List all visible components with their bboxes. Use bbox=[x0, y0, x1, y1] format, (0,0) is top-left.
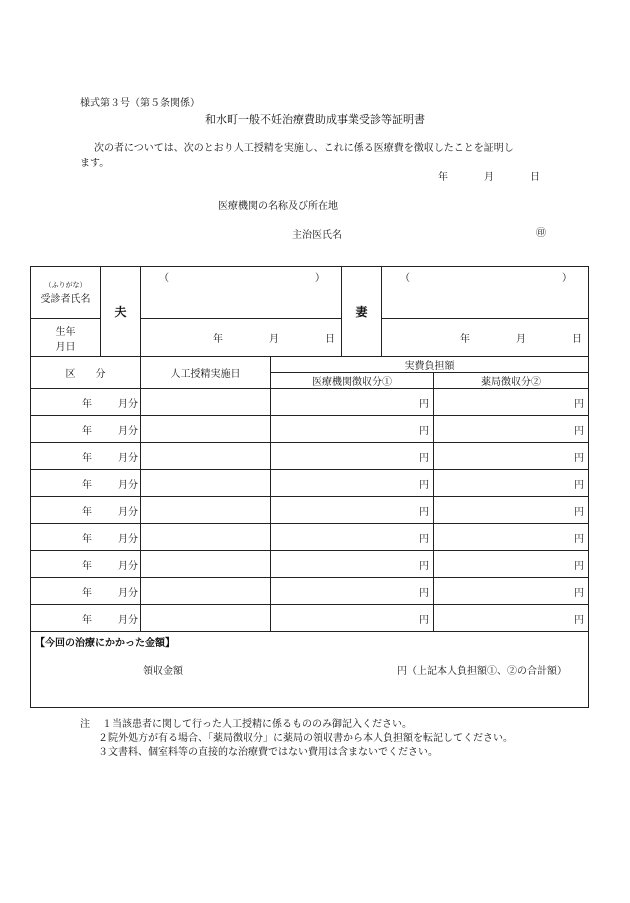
name-label-cell bbox=[31, 267, 101, 319]
pharmacy-fee-cell[interactable] bbox=[434, 416, 589, 443]
yen-label: 円 bbox=[574, 560, 584, 572]
wife-name-field[interactable] bbox=[382, 267, 589, 319]
intro-text-line-1: 次の者については、次のとおり人工授精を実施し、これに係る医療費を徴収したことを証明し bbox=[94, 143, 514, 154]
form-number: 様式第３号（第５条関係） bbox=[80, 98, 200, 109]
notes bbox=[80, 718, 513, 760]
row-year-label: 年 bbox=[82, 452, 92, 464]
yen-label: 円 bbox=[419, 614, 429, 626]
insemination-date-cell[interactable] bbox=[141, 497, 271, 524]
medical-fee-cell[interactable] bbox=[271, 389, 434, 416]
medical-fee-cell[interactable] bbox=[271, 578, 434, 605]
institution-label: 医療機関の名称及び所在地 bbox=[218, 201, 338, 212]
row-year-label: 年 bbox=[82, 560, 92, 572]
cost-table bbox=[30, 356, 589, 708]
month-cell[interactable] bbox=[31, 389, 141, 416]
note-1: １当該患者に関して行った人工授精に係るもののみ御記入ください。 bbox=[102, 719, 412, 730]
pharmacy-fee-cell[interactable] bbox=[434, 443, 589, 470]
yen-label: 円 bbox=[574, 614, 584, 626]
row-month-label: 月分 bbox=[118, 587, 138, 599]
month-cell[interactable] bbox=[31, 443, 141, 470]
note-3: ３文書料、個室料等の直接的な治療費ではない費用は含まないでください。 bbox=[98, 747, 438, 758]
month-cell[interactable] bbox=[31, 470, 141, 497]
medical-fee-cell[interactable] bbox=[271, 605, 434, 632]
paren-close: ） bbox=[315, 273, 325, 284]
pharmacy-fee-cell[interactable] bbox=[434, 551, 589, 578]
medical-fee-cell[interactable] bbox=[271, 497, 434, 524]
month-cell[interactable] bbox=[31, 416, 141, 443]
month-cell[interactable] bbox=[31, 605, 141, 632]
pharmacy-fee-cell[interactable] bbox=[434, 578, 589, 605]
pharmacy-fee-cell[interactable] bbox=[434, 497, 589, 524]
row-month-label: 月分 bbox=[118, 560, 138, 572]
table-row bbox=[31, 551, 589, 578]
row-year-label: 年 bbox=[82, 506, 92, 518]
yen-label: 円 bbox=[574, 587, 584, 599]
row-year-label: 年 bbox=[82, 587, 92, 599]
husband-label: 夫 bbox=[101, 267, 141, 357]
husband-name-field[interactable] bbox=[141, 267, 342, 319]
row-year-label: 年 bbox=[82, 425, 92, 437]
yen-label: 円 bbox=[419, 533, 429, 545]
table-row bbox=[31, 416, 589, 443]
day-label: 日 bbox=[325, 334, 335, 345]
issue-date-year: 年 bbox=[438, 172, 448, 183]
month-cell[interactable] bbox=[31, 497, 141, 524]
total-summary bbox=[31, 632, 589, 708]
table-row bbox=[31, 524, 589, 551]
pharmacy-fee-cell[interactable] bbox=[434, 605, 589, 632]
row-month-label: 月分 bbox=[118, 506, 138, 518]
cost-header: 実費負担額 bbox=[271, 357, 589, 373]
birthdate-label-line-2: 月日 bbox=[55, 341, 76, 353]
row-month-label: 月分 bbox=[118, 614, 138, 626]
row-year-label: 年 bbox=[82, 614, 92, 626]
insemination-date-cell[interactable] bbox=[141, 578, 271, 605]
seal-mark: ㊞ bbox=[536, 228, 546, 239]
row-month-label: 月分 bbox=[118, 452, 138, 464]
yen-label: 円 bbox=[574, 533, 584, 545]
yen-label: 円 bbox=[419, 587, 429, 599]
table-row bbox=[31, 389, 589, 416]
issue-date[interactable] bbox=[438, 168, 540, 183]
yen-label: 円 bbox=[419, 560, 429, 572]
husband-birthdate-field[interactable] bbox=[141, 319, 342, 357]
pharmacy-fee-cell[interactable] bbox=[434, 524, 589, 551]
insemination-date-cell[interactable] bbox=[141, 551, 271, 578]
day-label: 日 bbox=[572, 334, 582, 345]
wife-birthdate-field[interactable] bbox=[382, 319, 589, 357]
yen-label: 円 bbox=[574, 398, 584, 410]
yen-label: 円 bbox=[574, 506, 584, 518]
paren-open: （ bbox=[400, 273, 410, 284]
row-month-label: 月分 bbox=[118, 533, 138, 545]
medical-fee-cell[interactable] bbox=[271, 416, 434, 443]
receipt-amount-label: 領収金額 bbox=[143, 666, 183, 677]
paren-close: ） bbox=[562, 273, 572, 284]
issue-date-day: 日 bbox=[530, 172, 540, 183]
yen-label: 円 bbox=[419, 506, 429, 518]
note-2: ２院外処方が有る場合、「薬局徴収分」に薬局の領収書から本人負担額を転記してください。 bbox=[98, 733, 513, 744]
wife-label: 妻 bbox=[342, 267, 382, 357]
issue-date-month: 月 bbox=[484, 172, 494, 183]
medical-fee-header: 医療機関徴収分① bbox=[271, 373, 434, 389]
intro-text-line-2: ます。 bbox=[80, 158, 110, 169]
medical-fee-cell[interactable] bbox=[271, 470, 434, 497]
row-year-label: 年 bbox=[82, 398, 92, 410]
insemination-date-cell[interactable] bbox=[141, 470, 271, 497]
birthdate-label-line-1: 生年 bbox=[55, 326, 76, 338]
yen-label: 円 bbox=[574, 452, 584, 464]
row-year-label: 年 bbox=[82, 533, 92, 545]
category-header: 区 分 bbox=[31, 357, 141, 389]
insemination-date-cell[interactable] bbox=[141, 443, 271, 470]
row-month-label: 月分 bbox=[118, 398, 138, 410]
pharmacy-fee-cell[interactable] bbox=[434, 470, 589, 497]
medical-fee-cell[interactable] bbox=[271, 443, 434, 470]
row-year-label: 年 bbox=[82, 479, 92, 491]
table-row bbox=[31, 470, 589, 497]
row-month-label: 月分 bbox=[118, 425, 138, 437]
table-row bbox=[31, 443, 589, 470]
insemination-date-header: 人工授精実施日 bbox=[141, 357, 271, 389]
yen-label: 円 bbox=[419, 398, 429, 410]
name-row bbox=[31, 267, 589, 319]
table-row bbox=[31, 605, 589, 632]
medical-fee-cell[interactable] bbox=[271, 524, 434, 551]
yen-label: 円 bbox=[574, 425, 584, 437]
insemination-date-cell[interactable] bbox=[141, 416, 271, 443]
insemination-date-cell[interactable] bbox=[141, 524, 271, 551]
table-row bbox=[31, 578, 589, 605]
furigana-label: （ふりがな） bbox=[44, 281, 87, 289]
yen-label: 円 bbox=[574, 479, 584, 491]
pharmacy-fee-cell[interactable] bbox=[434, 389, 589, 416]
birthdate-label bbox=[31, 319, 101, 357]
month-cell[interactable] bbox=[31, 551, 141, 578]
month-cell[interactable] bbox=[31, 524, 141, 551]
insemination-date-cell[interactable] bbox=[141, 389, 271, 416]
month-cell[interactable] bbox=[31, 578, 141, 605]
patient-name-label: 受診者氏名 bbox=[40, 294, 91, 305]
doctor-name-label: 主治医氏名 bbox=[292, 230, 342, 241]
notes-prefix: 注 bbox=[80, 719, 90, 730]
table-row bbox=[31, 497, 589, 524]
year-label: 年 bbox=[213, 334, 223, 345]
yen-label: 円 bbox=[419, 452, 429, 464]
insemination-date-cell[interactable] bbox=[141, 605, 271, 632]
medical-fee-cell[interactable] bbox=[271, 551, 434, 578]
month-label: 月 bbox=[269, 334, 279, 345]
paren-open: （ bbox=[159, 273, 169, 284]
document-title: 和水町一般不妊治療費助成事業受診等証明書 bbox=[205, 113, 425, 126]
yen-label: 円 bbox=[419, 425, 429, 437]
row-month-label: 月分 bbox=[118, 479, 138, 491]
yen-label: 円 bbox=[419, 479, 429, 491]
pharmacy-fee-header: 薬局徴収分② bbox=[434, 373, 589, 389]
summary-heading: 【今回の治療にかかった金額】 bbox=[35, 638, 175, 649]
certificate-table bbox=[30, 266, 589, 357]
month-label: 月 bbox=[516, 334, 526, 345]
receipt-amount-note[interactable]: 円（上記本人負担額①、②の合計額） bbox=[397, 666, 567, 677]
year-label: 年 bbox=[460, 334, 470, 345]
